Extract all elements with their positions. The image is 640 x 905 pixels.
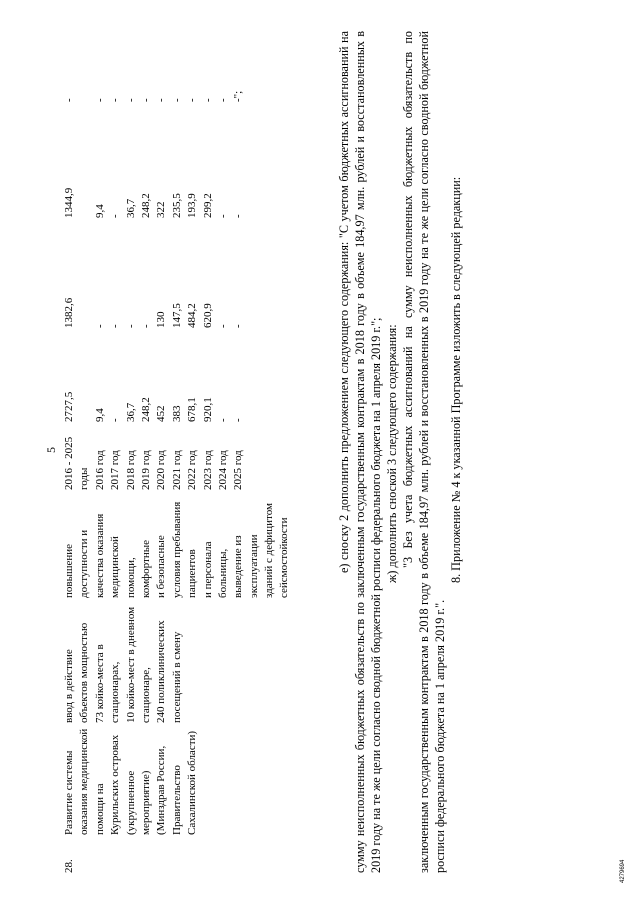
period-label: 2021 год: [170, 450, 183, 490]
table-value: 235,5: [170, 193, 183, 218]
table-value: 484,2: [186, 303, 199, 328]
measure-name-line: (Минздрав России,: [155, 745, 168, 835]
table-value: 248,2: [139, 397, 152, 422]
result-line: посещений в смену: [170, 631, 183, 723]
table-value: -: [216, 98, 229, 102]
measure-name-line: мероприятие): [139, 770, 152, 835]
indicator-line: больницы,: [216, 548, 229, 598]
result-line: стационарах,: [109, 661, 122, 723]
table-value: -: [124, 324, 137, 328]
table-value: 248,2: [139, 193, 152, 218]
table-value: -: [216, 214, 229, 218]
period-label: 2018 год: [124, 450, 137, 490]
indicator-line: качества оказания: [93, 513, 106, 598]
table-value: -: [109, 324, 122, 328]
table-value: -: [216, 324, 229, 328]
table-value: -: [93, 324, 106, 328]
table-value: -: [109, 214, 122, 218]
table-value: -: [139, 98, 152, 102]
table-value: -: [93, 98, 106, 102]
period-label: 2024 год: [216, 450, 229, 490]
table-value: 147,5: [170, 303, 183, 328]
table-value: -: [155, 98, 168, 102]
measure-name-line: Правительство: [170, 765, 183, 835]
table-value: -: [109, 418, 122, 422]
indicator-line: условия пребывания: [170, 501, 183, 598]
table-value: -: [170, 98, 183, 102]
result-line: 73 койко-места в: [93, 644, 106, 723]
table-value: -: [216, 418, 229, 422]
indicator-line: зданий с дефицитом: [263, 503, 276, 598]
table-value: 620,9: [201, 303, 214, 328]
period-label: 2019 год: [139, 450, 152, 490]
total-column: [62, 328, 293, 422]
cell-spacer: [77, 328, 92, 422]
table-value: -: [109, 98, 122, 102]
paragraph-zh: ж) дополнить сноской 3 следующего содержания:: [385, 324, 399, 583]
measure-name-line: Развитие системы: [63, 750, 75, 835]
regional-budget-column: [62, 102, 293, 218]
period-label: годы: [78, 467, 91, 490]
table-value: 130: [155, 311, 168, 328]
result-line: объектов мощностью: [78, 622, 91, 723]
federal-budget-column: [62, 218, 293, 328]
period-column: [62, 422, 293, 490]
table-value: 1382,6: [63, 297, 75, 328]
indicator-line: повышение: [63, 544, 75, 598]
footnote-3-text: "3 Без учета бюджетных ассигнований на сумму неисполненных бюджетных обязательств по заключенным государственным контрактам в 2018 году в объеме 184,97 млн. рублей и восстановленных в 2019 году на те же цели согласно сводной бюджетной росписи федерального бюджета на 1 апреля 2019 г.".: [401, 31, 447, 873]
document-id: 4279694: [620, 859, 626, 883]
table-value: -: [201, 98, 214, 102]
other-sources-column: [62, 62, 293, 102]
table-row: [62, 62, 293, 873]
result-line: стационаре,: [139, 667, 152, 723]
measure-name-line: Сахалинской области): [186, 730, 199, 835]
indicator-line: доступности и: [78, 529, 91, 598]
table-value: 920,1: [201, 397, 214, 422]
table-value: 452: [155, 405, 168, 422]
table-value: 36,7: [124, 198, 137, 218]
measure-name-line: помощи на: [93, 783, 106, 835]
table-value: 9,4: [93, 408, 106, 422]
measure-name-line: Курильских островах: [109, 734, 122, 835]
result-line: 10 койко-мест в дневном: [124, 606, 137, 723]
indicator-line: помощи,: [124, 557, 137, 598]
program-table: [62, 62, 293, 873]
table-value: 299,2: [201, 193, 214, 218]
cell-spacer: [77, 102, 92, 218]
table-value: 1344,9: [63, 187, 75, 218]
table-value: -: [232, 214, 245, 218]
indicator-line: медицинской: [109, 536, 122, 598]
cell-spacer: [77, 62, 92, 102]
indicator-line: эксплуатации: [247, 534, 260, 598]
cell-spacer: [77, 218, 92, 328]
result-cell: [62, 598, 293, 723]
table-value: -: [63, 98, 75, 102]
table-value: 193,9: [186, 193, 199, 218]
indicator-line: выведение из: [232, 535, 245, 598]
table-value: 2727,5: [63, 391, 75, 422]
period-label: 2017 год: [109, 450, 122, 490]
measure-name-line: (укрупненное: [124, 770, 137, 835]
period-label: 2016 год: [93, 450, 106, 490]
table-value: 678,1: [186, 397, 199, 422]
table-value: -: [232, 324, 245, 328]
result-line: ввод в действие: [63, 649, 75, 723]
table-value: 36,7: [124, 402, 137, 422]
table-value: 383: [170, 405, 183, 422]
indicator-line: и персонала: [201, 541, 214, 598]
indicator-line: и безопасные: [155, 535, 168, 598]
indicator-line: комфортные: [139, 540, 152, 598]
measure-name-cell: [62, 723, 293, 835]
period-label: 2022 год: [186, 450, 199, 490]
table-value: 322: [155, 201, 168, 218]
period-label: 2025 год: [232, 450, 245, 490]
table-value: -";: [232, 90, 245, 102]
paragraph-e: е) сноску 2 дополнить предложением следующего содержания: "С учетом бюджетных ассигнований на сумму неисполненных бюджетных обязательств по заключенным государственным контрактам в 2018 году в объеме 184,97 млн. рублей и восстановленных в 2019 году на те же цели согласно сводной бюджетной росписи федерального бюджета на 1 апреля 2019 г.";: [337, 31, 383, 873]
indicator-line: сейсмостойкости: [278, 517, 291, 598]
period-label: 2016 - 2025: [63, 436, 75, 490]
period-label: 2023 год: [201, 450, 214, 490]
table-value: -: [124, 98, 137, 102]
table-value: -: [232, 418, 245, 422]
indicator-cell: [62, 490, 293, 598]
paragraph-8: 8. Приложение № 4 к указанной Программе изложить в следующей редакции:: [449, 176, 463, 583]
result-line: 240 поликлинических: [155, 620, 168, 723]
measure-name-line: оказания медицинской: [78, 728, 91, 835]
table-value: -: [139, 324, 152, 328]
period-label: 2020 год: [155, 450, 168, 490]
page-number: 5: [44, 447, 58, 453]
body-text: [336, 31, 464, 873]
table-value: -: [186, 98, 199, 102]
indicator-line: пациентов: [186, 549, 199, 598]
row-number: 28.: [63, 859, 75, 873]
table-value: 9,4: [93, 204, 106, 218]
